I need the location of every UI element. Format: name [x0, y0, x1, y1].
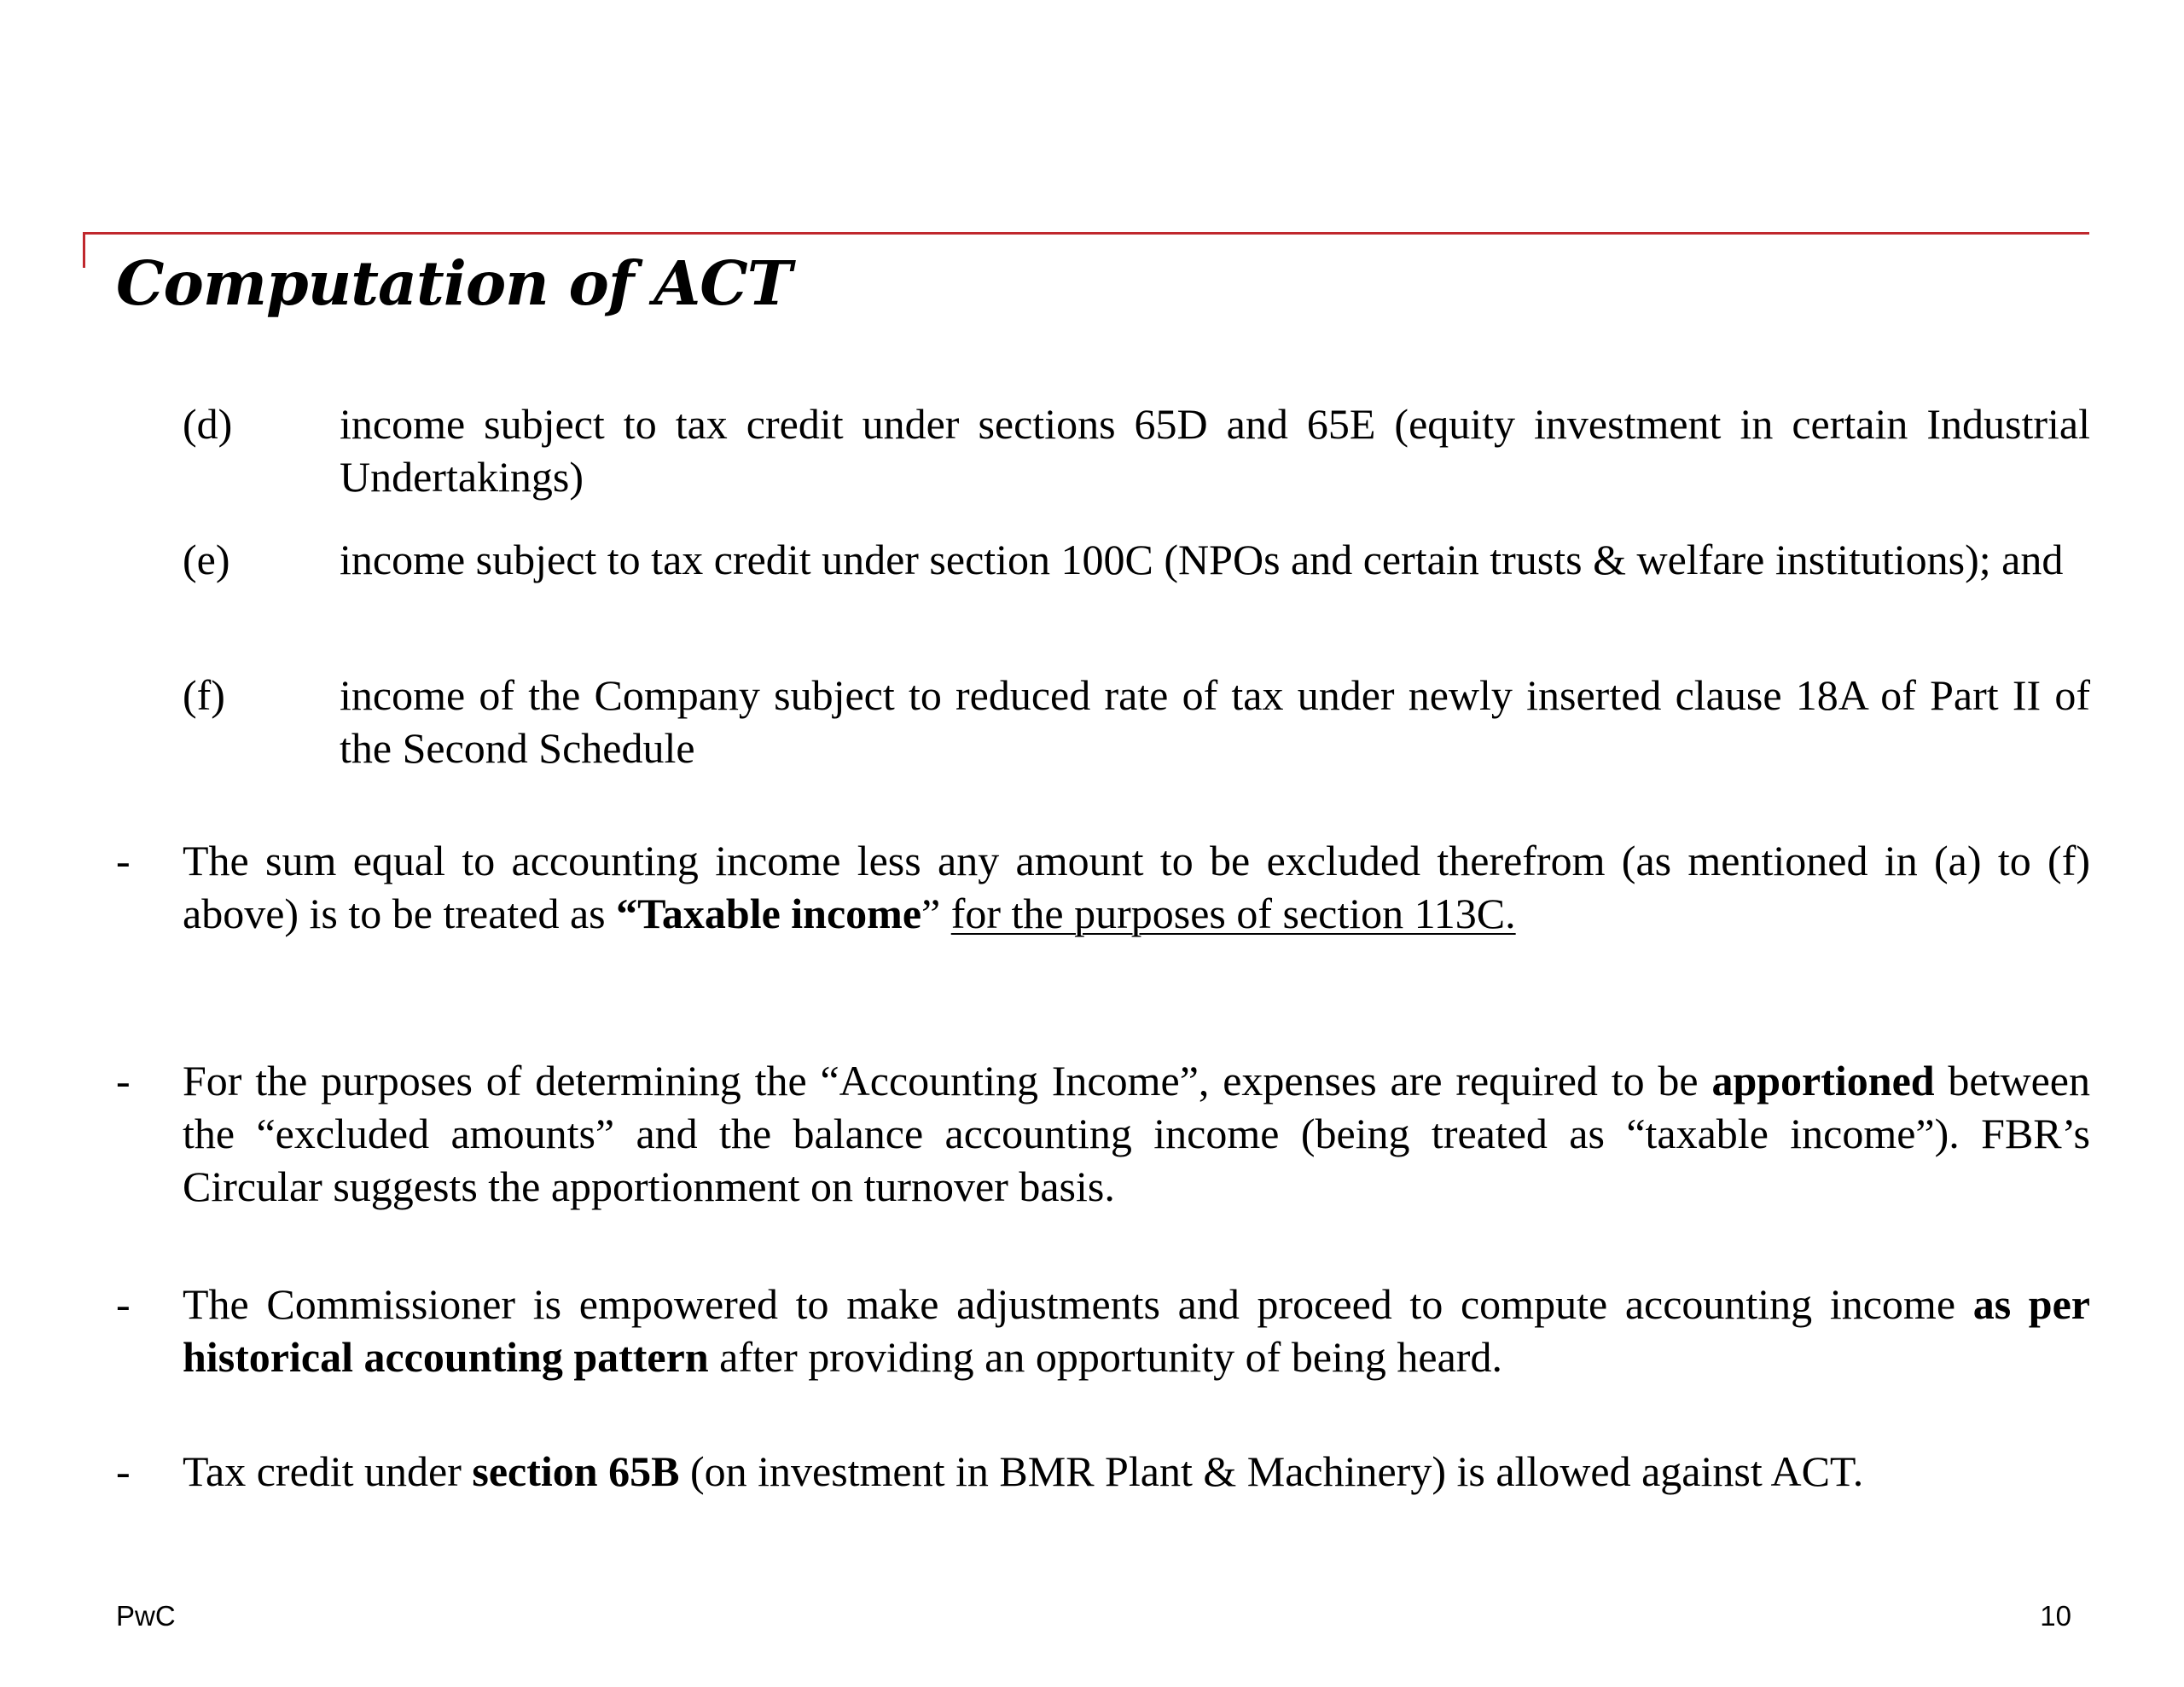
bullet-bold-phrase: section 65B	[472, 1447, 680, 1495]
bullet-commissioner	[116, 1278, 2090, 1383]
bullet-text	[183, 1054, 2090, 1213]
bullet-text	[183, 1445, 2090, 1498]
sub-item-d	[183, 397, 2090, 503]
footer-brand: PwC	[116, 1600, 176, 1632]
bullet-text-part: For the purposes of determining the “Accounting Income”, expenses are required to be	[183, 1057, 1712, 1104]
bullet-dash: -	[116, 1057, 131, 1104]
bullet-dash: -	[116, 1280, 131, 1328]
bullet-text-part: (on investment in BMR Plant & Machinery) is allowed against ACT.	[679, 1447, 1864, 1495]
sub-item-marker: (e)	[183, 536, 230, 583]
sub-item-e	[183, 533, 2090, 586]
bullet-dash: -	[116, 837, 131, 884]
sub-item-marker: (f)	[183, 671, 225, 719]
title-rule-tick	[83, 232, 85, 268]
bullet-text-part: The sum equal to accounting income less any amount to be excluded therefrom (as mentioned in (a) to (f) above) is to be treated as	[183, 837, 2090, 937]
bullet-text	[183, 1278, 2090, 1383]
bullet-text-part: after providing an opportunity of being heard.	[708, 1333, 1502, 1381]
sub-item-text: income subject to tax credit under sections 65D and 65E (equity investment in certain Industrial Undertakings)	[340, 400, 2090, 501]
slide-title: Computation of ACT	[116, 247, 792, 319]
bullet-text	[183, 834, 2090, 940]
bullet-text-part: ”	[921, 890, 951, 937]
bullet-underlined-phrase: for the purposes of section 113C.	[950, 890, 1516, 937]
page-number: 10	[2040, 1600, 2071, 1632]
bullet-text-part: Tax credit under	[183, 1447, 473, 1495]
bullet-tax-credit	[116, 1445, 2090, 1498]
bullet-bold-phrase: as per historical accounting pattern	[183, 1280, 2091, 1381]
bullet-dash: -	[116, 1447, 131, 1495]
bullet-taxable-income	[116, 834, 2090, 940]
title-rule	[83, 232, 2089, 235]
sub-item-text: income of the Company subject to reduced rate of tax under newly inserted clause 18A of Part II of the Second Schedule	[340, 671, 2090, 772]
bullet-text-part: between the “excluded amounts” and the balance accounting income (being treated as “taxable income”). FBR’s Circular suggests the apportionment on turnover basis.	[183, 1057, 2090, 1210]
bullet-bold-phrase: “Taxable income	[616, 890, 922, 937]
sub-item-text: income subject to tax credit under section 100C (NPOs and certain trusts & welfare institutions); and	[340, 536, 2064, 583]
sub-item-marker: (d)	[183, 400, 233, 448]
bullet-text-part: The Commissioner is empowered to make adjustments and proceed to compute accounting income	[183, 1280, 1973, 1328]
bullet-accounting-income	[116, 1054, 2090, 1213]
sub-item-f	[183, 669, 2090, 774]
bullet-bold-phrase: apportioned	[1711, 1057, 1935, 1104]
